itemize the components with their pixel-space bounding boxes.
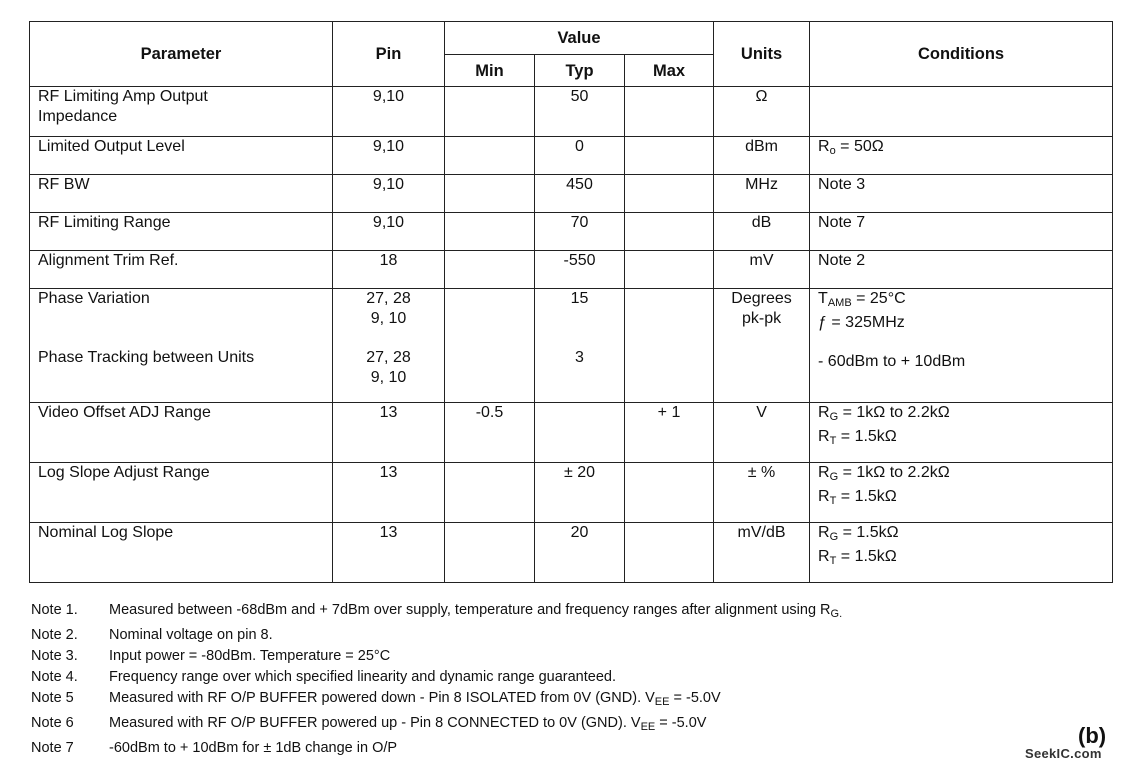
conditions-cell: $R_G = 1k\Omega$ to 2.2kΩ $R_T = 1.5k\Omega$ [810, 463, 1113, 523]
min-cell [445, 137, 535, 175]
units-cell: Ω [714, 87, 810, 137]
param-cell: Nominal Log Slope [30, 523, 333, 583]
param-cell: Video Offset ADJ Range [30, 403, 333, 463]
note-item: Note 3. Input power = -80dBm. Temperature = 25°C [31, 648, 391, 664]
param-cell: RF Limiting Amp Output Impedance [30, 87, 333, 137]
header-parameter: Parameter [30, 22, 333, 87]
header-max: Max [625, 55, 714, 87]
units-cell: mV [714, 251, 810, 289]
param-cell: Phase Variation Phase Tracking between Units [30, 289, 333, 403]
conditions-cell: $R_o = 50\Omega$ [810, 137, 1113, 175]
conditions-cell: Note 3 [810, 175, 1113, 213]
param-cell: RF BW [30, 175, 333, 213]
max-cell [625, 251, 714, 289]
min-cell [445, 175, 535, 213]
note-item: Note 4. Frequency range over which specified linearity and dynamic range guaranteed. [31, 669, 616, 685]
min-cell [445, 251, 535, 289]
units-cell: ± % [714, 463, 810, 523]
note-item: Note 2. Nominal voltage on pin 8. [31, 627, 273, 643]
max-cell [625, 137, 714, 175]
min-cell [445, 289, 535, 403]
note-item: Note 6 Measured with RF O/P BUFFER powered up - Pin 8 CONNECTED to 0V (GND). $V_{EE} = -5.0V$ [31, 715, 707, 733]
units-cell: dBm [714, 137, 810, 175]
units-cell: mV/dB [714, 523, 810, 583]
units-cell: MHz [714, 175, 810, 213]
header-conditions: Conditions [810, 22, 1113, 87]
conditions-cell: Note 7 [810, 213, 1113, 251]
header-pin: Pin [333, 22, 445, 87]
note-item: Note 1. Measured between -68dBm and + 7dBm over supply, temperature and frequency ranges after alignment using $R_{G.}$ [31, 602, 843, 620]
typ-cell: 450 [535, 175, 625, 213]
header-typ: Typ [535, 55, 625, 87]
typ-cell: 70 [535, 213, 625, 251]
table-row [30, 403, 1113, 463]
pin-cell: 18 [333, 251, 445, 289]
max-cell [625, 289, 714, 403]
typ-cell: -550 [535, 251, 625, 289]
table-row [30, 251, 1113, 289]
conditions-cell [810, 87, 1113, 137]
typ-cell [535, 403, 625, 463]
conditions-cell: Note 2 [810, 251, 1113, 289]
table-row [30, 213, 1113, 251]
table-row [30, 289, 1113, 403]
pin-cell: 13 [333, 463, 445, 523]
figure-label: (b) [1078, 723, 1107, 748]
typ-cell: 15 3 [535, 289, 625, 403]
table-row [30, 137, 1113, 175]
watermark: SeekIC.com [1025, 746, 1102, 761]
min-cell [445, 463, 535, 523]
table-row [30, 523, 1113, 583]
electrical-characteristics-table [29, 21, 1113, 583]
max-cell [625, 523, 714, 583]
conditions-cell: $R_G = 1.5k\Omega$ $R_T = 1.5k\Omega$ [810, 523, 1113, 583]
note-item: Note 5 Measured with RF O/P BUFFER powered down - Pin 8 ISOLATED from 0V (GND). $V_{EE} = -5.0V$ [31, 690, 721, 708]
max-cell: + 1 [625, 403, 714, 463]
min-cell [445, 523, 535, 583]
min-cell [445, 213, 535, 251]
pin-cell: 13 [333, 523, 445, 583]
typ-cell: 0 [535, 137, 625, 175]
typ-cell: 50 [535, 87, 625, 137]
param-cell: RF Limiting Range [30, 213, 333, 251]
param-cell: Limited Output Level [30, 137, 333, 175]
typ-cell: 20 [535, 523, 625, 583]
table-row [30, 463, 1113, 523]
pin-cell: 13 [333, 403, 445, 463]
param-cell: Log Slope Adjust Range [30, 463, 333, 523]
pin-cell: 9,10 [333, 175, 445, 213]
typ-cell: ± 20 [535, 463, 625, 523]
units-cell: Degrees pk-pk [714, 289, 810, 403]
units-cell: V [714, 403, 810, 463]
pin-cell: 9,10 [333, 87, 445, 137]
pin-cell: 27, 28 9, 10 27, 28 9, 10 [333, 289, 445, 403]
header-units: Units [714, 22, 810, 87]
conditions-cell: $R_G = 1k\Omega$ to 2.2kΩ $R_T = 1.5k\Omega$ [810, 403, 1113, 463]
pin-cell: 9,10 [333, 213, 445, 251]
note-item: Note 7 -60dBm to + 10dBm for ± 1dB change in O/P [31, 740, 398, 756]
notes-section [31, 600, 1121, 759]
header-min: Min [445, 55, 535, 87]
table-row [30, 175, 1113, 213]
min-cell: -0.5 [445, 403, 535, 463]
max-cell [625, 463, 714, 523]
table-row [30, 87, 1113, 137]
max-cell [625, 213, 714, 251]
max-cell [625, 175, 714, 213]
pin-cell: 9,10 [333, 137, 445, 175]
header-value: Value [445, 22, 714, 55]
conditions-cell: $T_{AMB} = 25^\circ C$ ƒ = 325MHz - 60dBm to + 10dBm [810, 289, 1113, 403]
min-cell [445, 87, 535, 137]
units-cell: dB [714, 213, 810, 251]
param-cell: Alignment Trim Ref. [30, 251, 333, 289]
max-cell [625, 87, 714, 137]
